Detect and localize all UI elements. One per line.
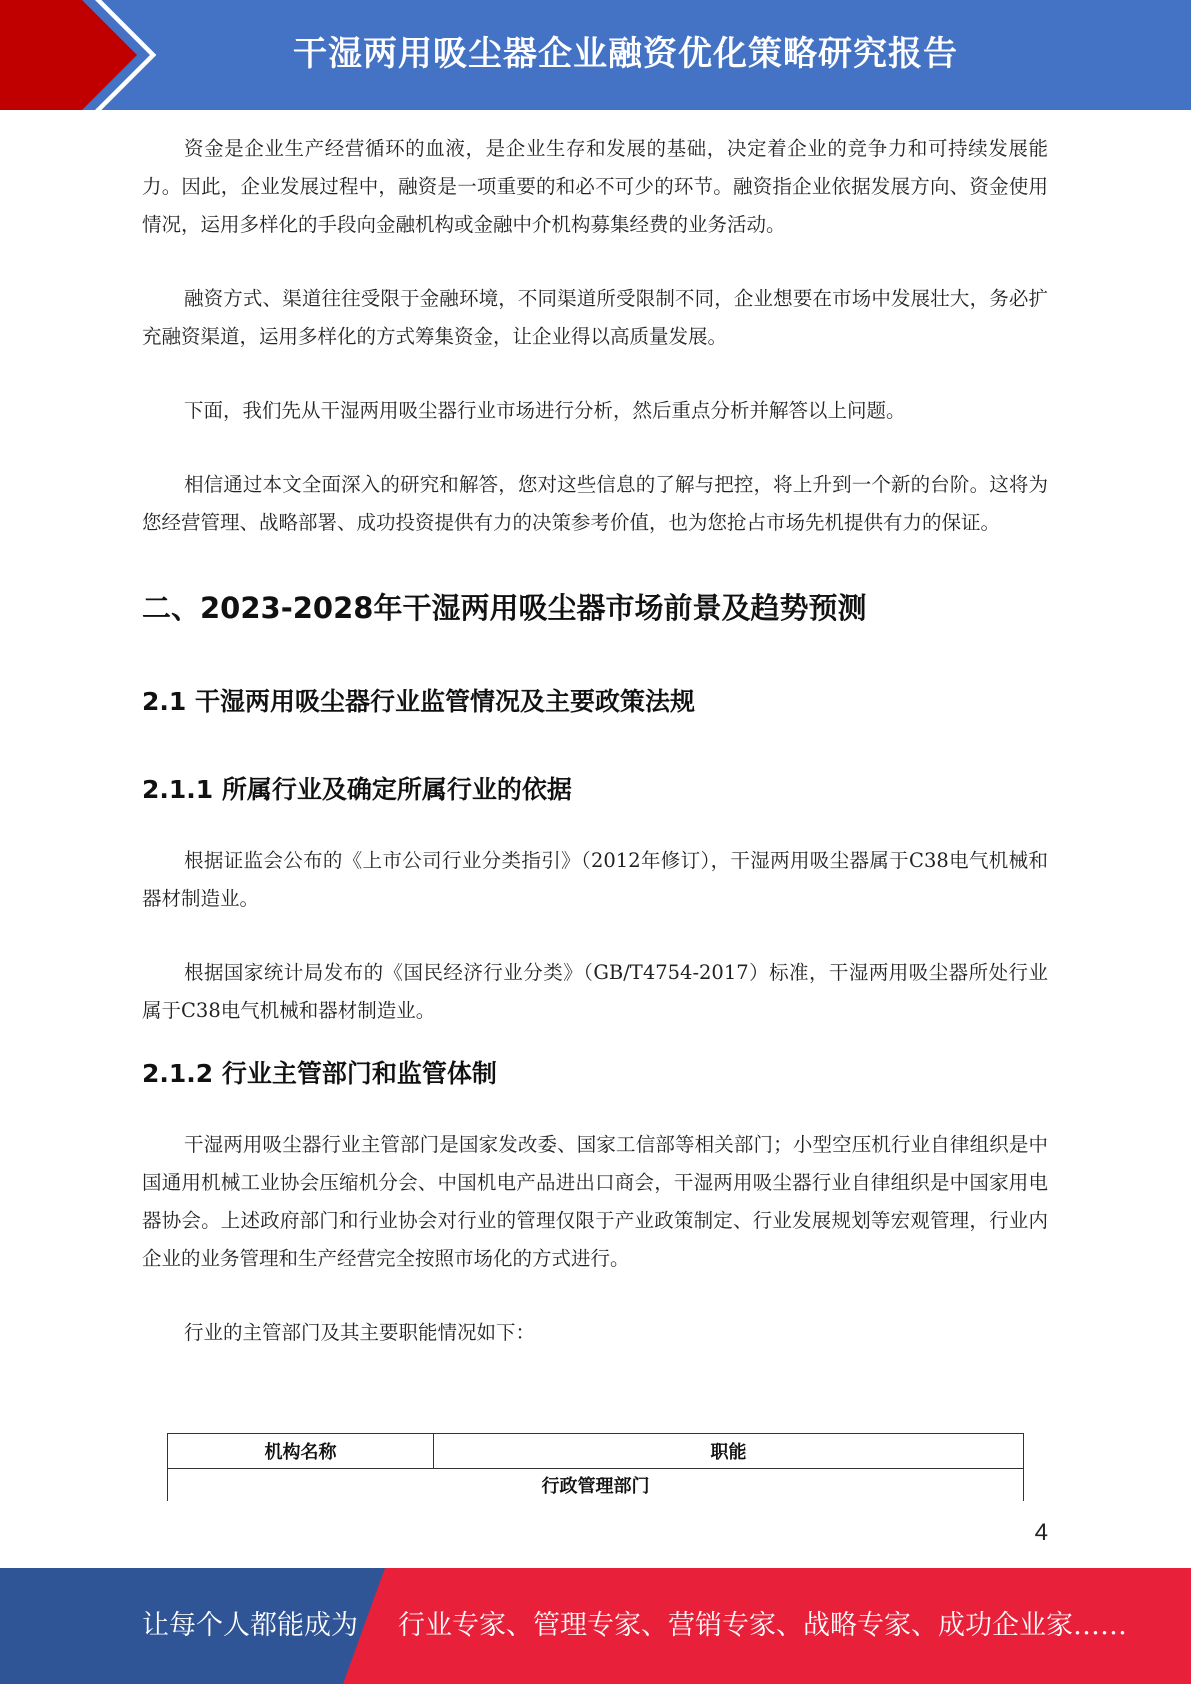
table-group-cell: 行政管理部门	[168, 1469, 1024, 1502]
report-title: 干湿两用吸尘器企业融资优化策略研究报告	[293, 34, 958, 74]
paragraph: 行业的主管部门及其主要职能情况如下：	[184, 1321, 536, 1344]
subsection-heading: 2.1 干湿两用吸尘器行业监管情况及主要政策法规	[142, 687, 695, 716]
page-number: 4	[1034, 1519, 1048, 1546]
paragraph: 根据证监会公布的《上市公司行业分类指引》（2012年修订），干湿两用吸尘器属于C38电气机械和器材制造业。	[142, 849, 1048, 910]
paragraph: 干湿两用吸尘器行业主管部门是国家发改委、国家工信部等相关部门；小型空压机行业自律组织是中国通用机械工业协会压缩机分会、中国机电产品进出口商会，干湿两用吸尘器行业自律组织是中国家用电器协会。上述政府部门和行业协会对行业的管理仅限于产业政策制定、行业发展规划等宏观管理，行业内企业的业务管理和生产经营完全按照市场化的方式进行。	[142, 1133, 1048, 1270]
table-header-row	[168, 1434, 1024, 1469]
page-footer	[0, 1568, 1191, 1684]
authorities-table	[167, 1433, 1024, 1501]
page-header	[0, 0, 1191, 110]
subsection-heading: 2.1.2 行业主管部门和监管体制	[142, 1059, 497, 1088]
table-header-cell: 机构名称	[168, 1434, 434, 1469]
section-heading: 二、2023-2028年干湿两用吸尘器市场前景及趋势预测	[142, 591, 867, 625]
table-header-cell: 职能	[434, 1434, 1024, 1469]
paragraph: 资金是企业生产经营循环的血液，是企业生存和发展的基础，决定着企业的竞争力和可持续发展能力。因此，企业发展过程中，融资是一项重要的和必不可少的环节。融资指企业依据发展方向、资金使用情况，运用多样化的手段向金融机构或金融中介机构募集经费的业务活动。	[142, 137, 1048, 236]
paragraph: 融资方式、渠道往往受限于金融环境，不同渠道所受限制不同，企业想要在市场中发展壮大，务必扩充融资渠道，运用多样化的方式筹集资金，让企业得以高质量发展。	[142, 287, 1048, 348]
footer-slogan-left: 让每个人都能成为	[142, 1610, 358, 1641]
table-row	[168, 1469, 1024, 1502]
paragraph: 根据国家统计局发布的《国民经济行业分类》（GB/T4754-2017）标准，干湿两用吸尘器所处行业属于C38电气机械和器材制造业。	[142, 961, 1048, 1022]
footer-slogan-right: 行业专家、管理专家、营销专家、战略专家、成功企业家……	[398, 1610, 1127, 1641]
paragraph: 下面，我们先从干湿两用吸尘器行业市场进行分析，然后重点分析并解答以上问题。	[184, 399, 906, 422]
document-body	[142, 130, 1048, 1352]
paragraph: 相信通过本文全面深入的研究和解答，您对这些信息的了解与把控，将上升到一个新的台阶。这将为您经营管理、战略部署、成功投资提供有力的决策参考价值，也为您抢占市场先机提供有力的保证。	[142, 473, 1048, 534]
subsection-heading: 2.1.1 所属行业及确定所属行业的依据	[142, 775, 572, 804]
